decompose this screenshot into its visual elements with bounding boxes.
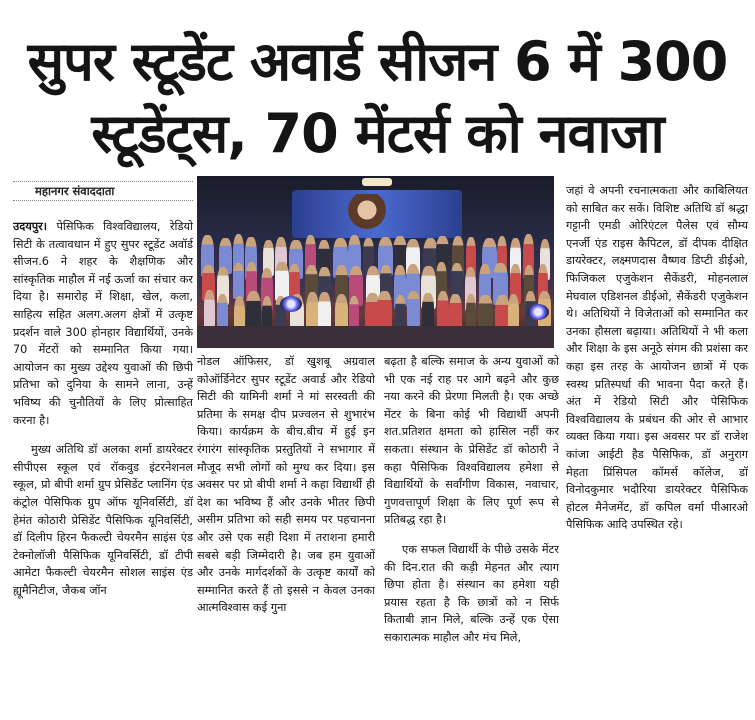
person-silhouette: [233, 263, 244, 299]
event-group-photo: [197, 176, 554, 348]
headline-line-2: स्टूडेंट्स, 70 मेंटर्स को नवाजा: [91, 102, 664, 165]
paragraph-successful-student: एक सफल विद्यार्थी के पीछे उसके मेंटर की दिन.रात की कड़ी मेहनत और त्याग छिपा होता है। संस्थान का हमेशा यही प्रयास रहता है कि छात्रों को न सिर्फ किताबी ज्ञान मिले, बल्कि उन्हें एक ऐसा सकारात्मक माहौल और मंच मिले,: [384, 542, 559, 644]
person-silhouette: [377, 291, 391, 330]
stage-light-panel: [362, 178, 392, 186]
paragraph-inauguration: नोडल ऑफिसर, डॉ खुशबू अग्रवाल कोऑर्डिनेटर सुपर स्टूडेंट अवार्ड और रेडियो सिटी की यामिनी शर्मा ने मां सरस्वती की प्रतिमा के समक्ष दीप प्रज्वलन से शुभारंभ किया। कार्यक्रम के बीच.बीच में हुई इन रंगारंग सांस्कृतिक प्रस्तुतियों ने सभागार में मौजूद सभी लोगों को मुग्ध कर दिया। इस अवसर पर प्रो बीपी शर्मा ने कहा विद्यार्थी ही देश का भविष्य हैं और उनके भीतर छिपी असीम प्रतिभा को सही समय पर पहचानना और उसे एक सही दिशा में तराशना हमारी सबसे बड़ी जिम्मेदारी है। जब हम युवाओं और उनके मार्गदर्शकों के उत्कृष्ट कार्यों को सम्मानित करते हैं तो इससे न केवल उनका आत्मविश्वास कई गुना: [197, 355, 375, 615]
article-column-1: [13, 218, 193, 718]
article-column-3: [384, 353, 559, 718]
person-silhouette: [407, 291, 420, 328]
dateline: उदयपुर।: [13, 220, 48, 233]
stage-spotlight: [527, 304, 549, 320]
paragraph-mentor-importance: बढ़ता है बल्कि समाज के अन्य युवाओं को भी एक नई राह पर आगे बढ़ने और कुछ नया करने की प्रेरणा मिलती है। एक अच्छे मेंटर के बिना कोई भी विद्यार्थी अपनी शत.प्रतिशत क्षमता को हासिल नहीं कर सकता। संस्थान के प्रेसिडेंट डॉ कोठारी ने कहा पैसिफिक विश्वविद्यालय हमेशा से विद्यार्थियों के सर्वांगीण विकास, नवाचार, गुणवत्तापूर्ण शिक्षा के लिए पूर्ण रूप से प्रतिबद्ध रहा है।: [384, 355, 559, 527]
paragraph-special-guests: जहां वे अपनी रचनात्मकता और काबिलियत को साबित कर सकें। विशिष्ट अतिथि डॉ श्रद्धा गट्टानी एमडी ओरिएंटल पैलेस एवं सौम्य एनर्जी एंड राइस कैपिटल, डॉ दीपक दीक्षित डायरेक्टर, लक्ष्मणदास वैष्णव डिप्टी डीईओ, फिजिकल एजुकेशन सैकेंडरी, मोहनलाल मेघवाल एडिशनल डीईओ, सैकेंडरी एजुकेशन थे। अतिथियों ने विजेताओं को सम्मानित कर उनका हौसला बढ़ाया। अतिथियों ने भी कला और शिक्षा के इस अनूठे संगम की प्रशंसा कर कहा इस तरह के आयोजन छात्रों में एक स्वस्थ प्रतिस्पर्धा की भावना पैदा करते हैं। अंत में रेडियो सिटी और पेसिफिक विश्वविद्यालय के प्रबंधन की ओर से आभार व्यक्त किया गया। इस अवसर पर डॉ राजेश कांजा आईटी हैड पैसिफिक, डॉ अनुराग मेहता प्रिंसिपल कॉमर्स कॉलेज, डॉ विनोदकुमार भदौरिया डायरेक्टर पैसिफिक होटल मैनेजमेंट, डॉ कपिल वर्मा पीआरओ पैसिफिक आदि उपस्थित रहे।: [566, 184, 748, 532]
paragraph-chief-guests: मुख्य अतिथि डॉ अलका शर्मा डायरेक्टर सीपीएस स्कूल एवं रॉकवुड इंटरनेशनल स्कूल, प्रो बीपी शर्मा ग्रुप प्रेसिडेंट प्लानिंग एंड कंट्रोल पेसिफिक ग्रुप ऑफ यूनिवर्सिटी, डॉ हेमंत कोठारी प्रेसिडेंट पैसिफिक यूनिवर्सिटी, डॉ दिलीप हिरन फैकल्टी चेयरमैन साइंस एंड टेक्नोलॉजी पैसिफिक यूनिवर्सिटी, डॉ टीपी आमेटा फैकल्टी चेयरमैन सोशल साइंस एंड ह्यूमैनिटीज, जैकब जॉन: [13, 443, 193, 597]
stage-spotlight: [280, 296, 302, 312]
stage-floor: [197, 326, 554, 348]
byline: महानगर संवाददाता: [13, 181, 193, 201]
paragraph-intro: पेसिफिक विश्वविद्यालय, रेडियो सिटी के तत्वावधान में हुए सुपर स्टूडेंट अवॉर्ड सीजन.6 ने शहर के शैक्षणिक और सांस्कृतिक माहौल में नई ऊर्जा का संचार कर दिया है। समारोह में शिक्षा, खेल, कला, साहित्य सहित अलग.अलग क्षेत्रों में उत्कृष्ट प्रदर्शन वाले 300 होनहार विद्यार्थियों, उनके 70 मेंटरों को सम्मानित किया गया। आयोजन का मुख्य उद्देश्य युवाओं की छिपी प्रतिभा को दुनिया के सामने लाना, उन्हें भविष्य की चुनौतियों के लिए प्रोत्साहित करना है।: [13, 220, 193, 427]
article-column-4: [566, 182, 748, 718]
headline-line-1: सुपर स्टूडेंट अवार्ड सीजन 6 में 300: [27, 30, 728, 93]
article-column-2: [197, 353, 375, 718]
